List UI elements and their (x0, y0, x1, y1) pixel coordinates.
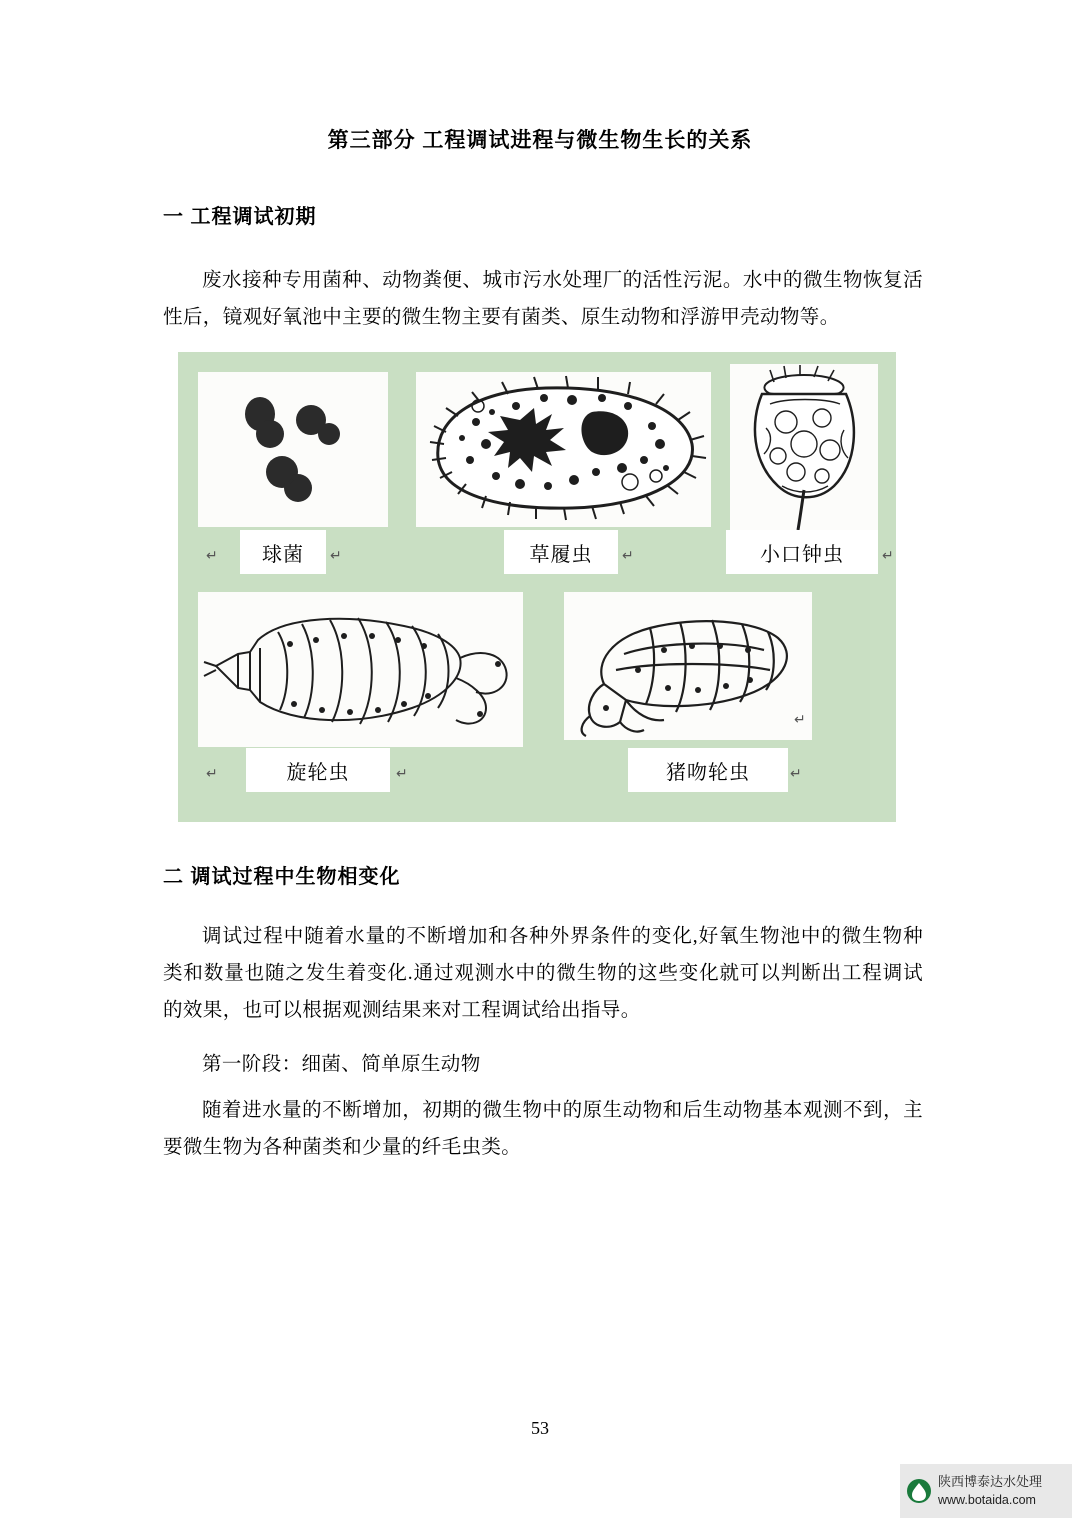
pilcrow-mark: ↵ (790, 767, 802, 782)
pilcrow-mark: ↵ (206, 767, 218, 782)
page-number: 53 (531, 1418, 549, 1438)
figure-caption-paramecium: 草履虫 (504, 530, 618, 574)
pilcrow-mark: ↵ (622, 549, 634, 564)
watermark-logo-icon (906, 1478, 932, 1504)
vorticella-micrograph (730, 364, 878, 532)
pig-snout-rotifer-micrograph (564, 592, 812, 740)
figure-caption-pig-snout-rotifer: 猪吻轮虫 (628, 748, 788, 792)
cocci-micrograph (198, 372, 388, 527)
watermark-line-2: www.botaida.com (938, 1493, 1036, 1507)
pilcrow-mark: ↵ (330, 549, 342, 564)
pilcrow-mark: ↵ (396, 767, 408, 782)
figure-caption-cocci: 球菌 (240, 530, 326, 574)
section-heading-1: 一 工程调试初期 (163, 206, 317, 228)
figure-caption-vorticella: 小口钟虫 (726, 530, 878, 574)
pilcrow-mark: ↵ (882, 549, 894, 564)
section-heading-2: 二 调试过程中生物相变化 (163, 866, 401, 888)
paragraph-4: 随着进水量的不断增加，初期的微生物中的原生动物和后生动物基本观测不到，主要微生物为各种菌类和少量的纤毛虫类。 (163, 1100, 923, 1158)
watermark (900, 1464, 1072, 1518)
paragraph-2: 调试过程中随着水量的不断增加和各种外界条件的变化,好氧生物池中的微生物种类和数量也随之发生着变化.通过观测水中的微生物的这些变化就可以判断出工程调试的效果，也可以根据观测结果来对工程调试给出指导。 (163, 926, 923, 1021)
microorganism-figure (178, 352, 896, 822)
figure-caption-rotifer: 旋轮虫 (246, 748, 390, 792)
paramecium-micrograph (416, 372, 711, 527)
watermark-line-1: 陕西博泰达水处理 (938, 1474, 1043, 1489)
paragraph-3: 第一阶段：细菌、简单原生动物 (202, 1054, 481, 1075)
rotifer-micrograph (198, 592, 523, 747)
page-title: 第三部分 工程调试进程与微生物生长的关系 (327, 129, 753, 152)
paragraph-1: 废水接种专用菌种、动物粪便、城市污水处理厂的活性污泥。水中的微生物恢复活性后，镜观好氧池中主要的微生物主要有菌类、原生动物和浮游甲壳动物等。 (163, 270, 923, 328)
pilcrow-mark: ↵ (794, 713, 806, 728)
pilcrow-mark: ↵ (206, 549, 218, 564)
